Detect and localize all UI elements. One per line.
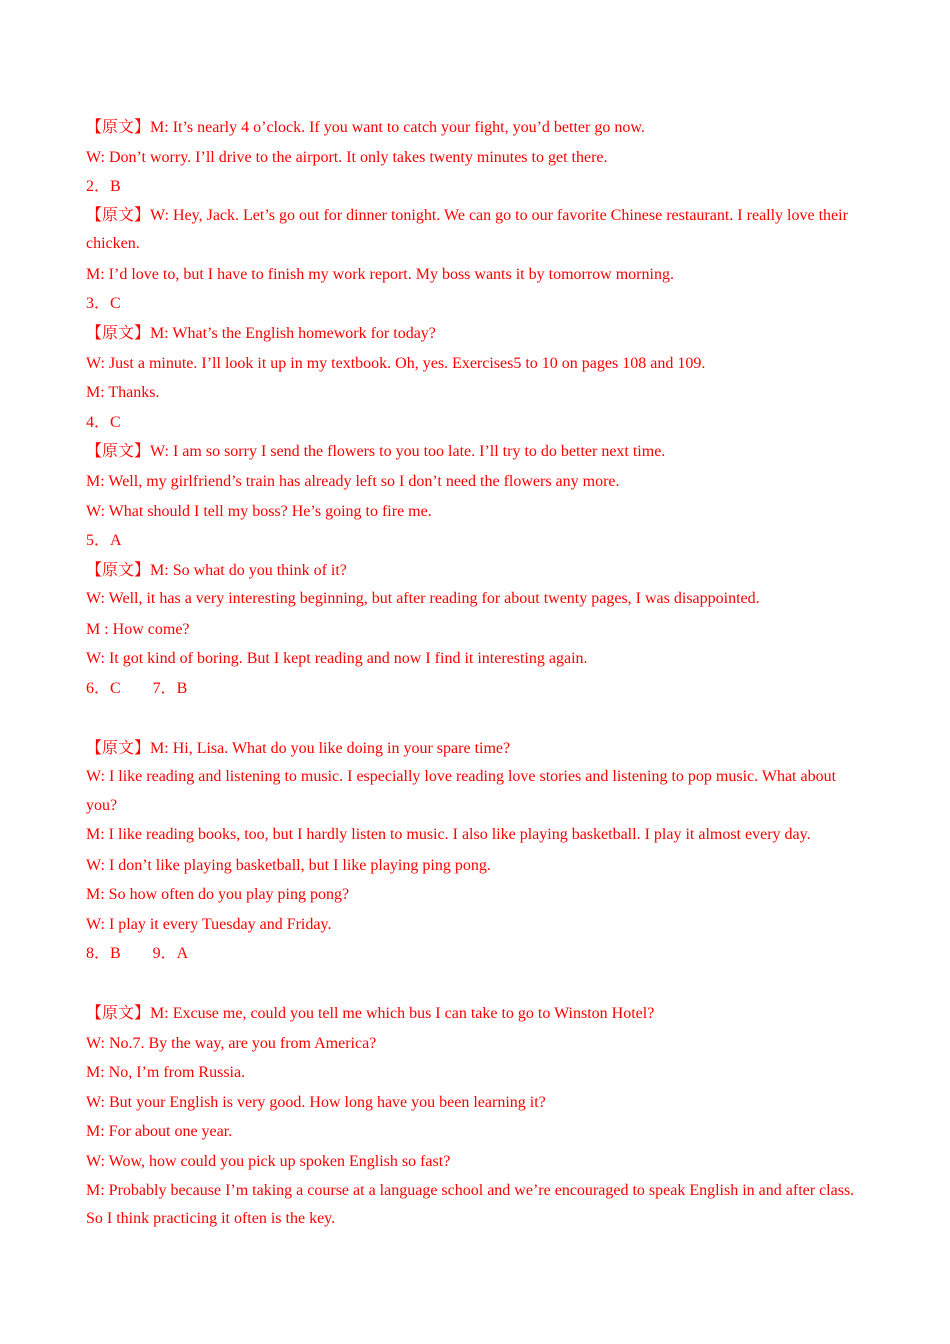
dialogue-text: M: Excuse me, could you tell me which bus I can take to go to Winston Hotel? bbox=[150, 1005, 655, 1023]
transcript-line bbox=[86, 585, 856, 614]
section-spacer bbox=[86, 704, 856, 734]
transcript-tag: 【原文】 bbox=[86, 739, 151, 757]
dialogue-text: W: But your English is very good. How long have you been learning it? bbox=[86, 1093, 546, 1111]
dialogue-text: W: No.7. By the way, are you from America? bbox=[86, 1034, 377, 1052]
answer-key: 2．B bbox=[86, 178, 121, 196]
dialogue-text: M: What’s the English homework for today? bbox=[150, 324, 436, 342]
answer-key: 8．B 9．A bbox=[86, 945, 189, 963]
document-body bbox=[86, 113, 856, 1235]
dialogue-text: W: Well, it has a very interesting beginning, but after reading for about twenty pages, I was disappointed. bbox=[86, 590, 760, 608]
dialogue-text: M : How come? bbox=[86, 620, 190, 638]
transcript-line bbox=[86, 143, 856, 173]
dialogue-text: M: It’s nearly 4 o’clock. If you want to catch your fight, you’d better go now. bbox=[150, 119, 645, 136]
transcript-line bbox=[86, 497, 856, 527]
dialogue-text: M: I’d love to, but I have to finish my work report. My boss wants it by tomorrow morning. bbox=[86, 265, 674, 283]
transcript-line bbox=[86, 763, 856, 820]
transcript-line bbox=[86, 910, 856, 940]
transcript-start bbox=[86, 734, 856, 764]
dialogue-text: M: So what do you think of it? bbox=[150, 561, 347, 579]
transcript-line bbox=[86, 349, 856, 379]
answer-key: 4．C bbox=[86, 413, 121, 431]
transcript-tag: 【原文】 bbox=[86, 443, 151, 461]
transcript-line bbox=[86, 880, 856, 910]
transcript-tag: 【原文】 bbox=[86, 561, 151, 579]
transcript-line bbox=[86, 1147, 856, 1177]
dialogue-text: W: I like reading and listening to music. I especially love reading love stories and listening to pop music. What about you? bbox=[86, 768, 837, 814]
dialogue-text: W: I am so sorry I send the flowers to you too late. I’ll try to do better next time. bbox=[150, 443, 666, 461]
transcript-start bbox=[86, 999, 856, 1029]
transcript-line bbox=[86, 851, 856, 881]
answer-key: 6．C 7．B bbox=[86, 680, 188, 697]
dialogue-text: M: Hi, Lisa. What do you like doing in your spare time? bbox=[150, 739, 511, 757]
transcript-line bbox=[86, 378, 856, 408]
transcript-line bbox=[86, 644, 856, 674]
dialogue-text: W: What should I tell my boss? He’s going to fire me. bbox=[86, 502, 432, 520]
transcript-start bbox=[86, 113, 856, 143]
dialogue-text: W: Wow, how could you pick up spoken English so fast? bbox=[86, 1153, 451, 1171]
dialogue-text: W: Don’t worry. I’ll drive to the airport. It only takes twenty minutes to get there. bbox=[86, 148, 608, 166]
transcript-tag: 【原文】 bbox=[86, 206, 151, 224]
dialogue-text: W: Just a minute. I’ll look it up in my textbook. Oh, yes. Exercises5 to 10 on pages 108 and 109. bbox=[86, 354, 706, 372]
transcript-start bbox=[86, 202, 856, 259]
transcript-line bbox=[86, 1058, 856, 1088]
dialogue-text: W: I play it every Tuesday and Friday. bbox=[86, 915, 332, 933]
transcript-line bbox=[86, 1029, 856, 1059]
transcript-start bbox=[86, 556, 856, 586]
transcript-tag: 【原文】 bbox=[86, 1005, 151, 1023]
dialogue-text: M: I like reading books, too, but I hardly listen to music. I also like playing basketball. I play it almost every day. bbox=[86, 826, 811, 844]
transcript-tag: 【原文】 bbox=[86, 119, 151, 136]
dialogue-text: M: Well, my girlfriend’s train has already left so I don’t need the flowers any more. bbox=[86, 472, 620, 490]
dialogue-text: W: Hey, Jack. Let’s go out for dinner tonight. We can go to our favorite Chinese restaurant. I really love their chicken. bbox=[86, 206, 848, 253]
transcript-line bbox=[86, 467, 856, 497]
dialogue-text: M: For about one year. bbox=[86, 1123, 233, 1141]
dialogue-text: W: It got kind of boring. But I kept reading and now I find it interesting again. bbox=[86, 650, 588, 668]
dialogue-text: W: I don’t like playing basketball, but I like playing ping pong. bbox=[86, 856, 491, 874]
transcript-start bbox=[86, 319, 856, 349]
transcript-line bbox=[86, 260, 856, 290]
section-spacer bbox=[86, 969, 856, 999]
transcript-line bbox=[86, 821, 856, 850]
answer-key: 3．C bbox=[86, 295, 121, 313]
transcript-line bbox=[86, 1177, 856, 1234]
transcript-line bbox=[86, 1117, 856, 1147]
transcript-start bbox=[86, 437, 856, 467]
transcript-tag: 【原文】 bbox=[86, 324, 151, 342]
dialogue-text: M: No, I’m from Russia. bbox=[86, 1064, 246, 1082]
transcript-line bbox=[86, 1088, 856, 1118]
transcript-line bbox=[86, 615, 856, 645]
dialogue-text: M: So how often do you play ping pong? bbox=[86, 886, 350, 904]
dialogue-text: M: Probably because I’m taking a course at a language school and we’re encouraged to speak English in and after class. So I think practicing it often is the key. bbox=[86, 1181, 855, 1228]
dialogue-text: M: Thanks. bbox=[86, 384, 160, 402]
answer-key: 5．A bbox=[86, 532, 122, 550]
